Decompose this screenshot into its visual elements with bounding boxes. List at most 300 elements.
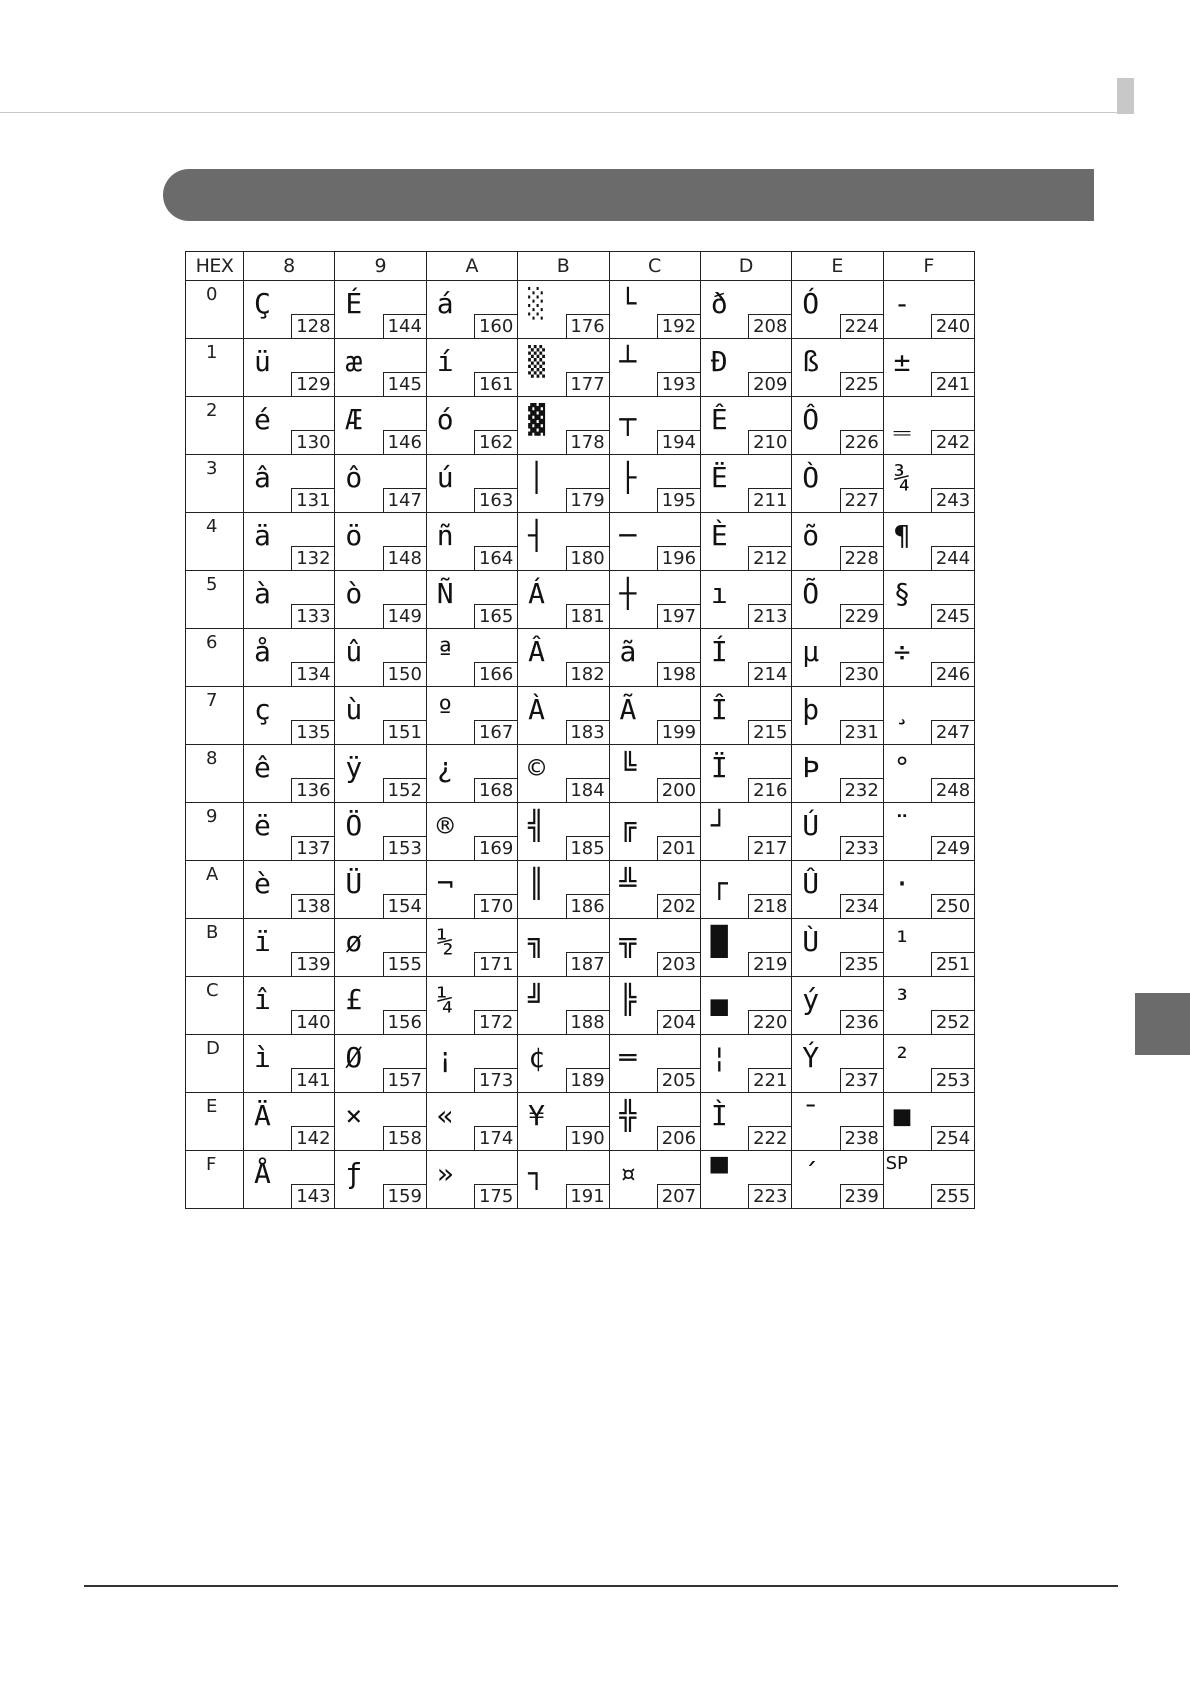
char-cell [609,455,700,513]
char-decimal-code: 172 [474,1010,517,1034]
char-decimal-code: 147 [383,488,426,512]
char-cell [792,397,883,455]
char-cell [335,977,426,1035]
char-cell [244,397,335,455]
char-cell [609,397,700,455]
char-cell [518,687,609,745]
char-glyph: ç [254,693,271,726]
row-hex-label: F [186,1151,244,1209]
char-decimal-code: 189 [566,1068,609,1092]
char-cell [335,745,426,803]
char-glyph: î [254,983,271,1016]
char-decimal-code: 242 [931,430,974,454]
char-cell [700,687,791,745]
char-glyph: ├ [619,461,637,494]
char-glyph: ¸ [893,693,911,726]
char-decimal-code: 167 [474,720,517,744]
char-glyph: ¥ [528,1099,545,1132]
char-glyph: ä [254,519,271,552]
char-glyph: È [710,519,728,552]
char-decimal-code: 168 [474,778,517,802]
char-glyph: á [436,287,454,320]
char-decimal-code: 134 [291,662,334,686]
char-decimal-code: 208 [748,314,791,338]
char-glyph: Î [710,693,728,726]
char-decimal-code: 223 [748,1184,791,1208]
char-cell [426,281,517,339]
char-decimal-code: 180 [566,546,609,570]
char-cell [700,339,791,397]
char-glyph: ┼ [619,577,637,610]
table-row [186,687,975,745]
char-glyph: Ê [710,403,728,436]
char-decimal-code: 254 [931,1126,974,1150]
char-glyph: Ö [345,809,363,842]
char-decimal-code: 143 [291,1184,334,1208]
char-decimal-code: 159 [383,1184,426,1208]
char-glyph: ¿ [436,751,454,784]
char-cell [883,571,974,629]
char-cell [792,513,883,571]
char-decimal-code: 151 [383,720,426,744]
char-decimal-code: 196 [657,546,700,570]
char-cell [792,977,883,1035]
char-decimal-code: 225 [840,372,883,396]
char-decimal-code: 156 [383,1010,426,1034]
char-cell [426,513,517,571]
table-row [186,339,975,397]
row-hex-label: 8 [186,745,244,803]
char-glyph: ¬ [436,867,454,900]
footer-rule [84,1585,1118,1587]
char-glyph: ┬ [619,403,637,436]
char-cell [792,919,883,977]
char-glyph: û [345,635,363,668]
char-cell [426,1035,517,1093]
char-glyph: » [436,1157,454,1190]
char-cell [883,687,974,745]
char-cell [792,803,883,861]
char-glyph: ° [893,751,911,784]
char-cell [426,861,517,919]
char-cell [609,687,700,745]
character-code-table [185,251,975,1209]
char-cell [518,803,609,861]
char-decimal-code: 201 [657,836,700,860]
char-glyph: ╣ [528,809,545,842]
char-decimal-code: 144 [383,314,426,338]
char-decimal-code: 176 [566,314,609,338]
char-cell [426,339,517,397]
char-decimal-code: 155 [383,952,426,976]
char-glyph: └ [619,287,637,320]
char-cell [518,919,609,977]
row-hex-label: 3 [186,455,244,513]
char-decimal-code: 160 [474,314,517,338]
char-cell [609,1151,700,1209]
char-glyph: ¯ [802,1099,820,1132]
char-glyph: ╔ [619,809,637,842]
char-cell [700,977,791,1035]
char-decimal-code: 191 [566,1184,609,1208]
char-decimal-code: 140 [291,1010,334,1034]
char-decimal-code: 212 [748,546,791,570]
char-glyph: ╝ [528,983,545,1016]
char-glyph: ┴ [619,345,637,378]
char-decimal-code: 251 [931,952,974,976]
char-glyph: ÿ [345,751,363,784]
char-cell [426,1093,517,1151]
char-decimal-code: 235 [840,952,883,976]
char-decimal-code: 192 [657,314,700,338]
char-decimal-code: 139 [291,952,334,976]
char-glyph: ò [345,577,363,610]
char-glyph: Å [254,1157,271,1190]
char-glyph: º [436,693,454,726]
char-cell [244,803,335,861]
char-glyph: ▓ [528,403,545,436]
char-glyph: ║ [528,867,545,900]
char-glyph: ë [254,809,271,842]
char-glyph: À [528,693,545,726]
char-cell [700,281,791,339]
table-row [186,397,975,455]
char-glyph: Ø [345,1041,363,1074]
char-cell [518,861,609,919]
char-cell [883,281,974,339]
char-decimal-code: 161 [474,372,517,396]
char-cell [518,1035,609,1093]
char-glyph: · [893,867,911,900]
char-decimal-code: 145 [383,372,426,396]
char-decimal-code: 217 [748,836,791,860]
char-cell [335,455,426,513]
char-glyph: ý [802,983,820,1016]
char-cell [883,397,974,455]
table-row [186,1151,975,1209]
char-decimal-code: 218 [748,894,791,918]
char-cell [792,629,883,687]
column-header: 8 [244,252,335,281]
char-glyph: Ç [254,287,271,320]
char-glyph: ┐ [528,1157,545,1190]
char-glyph: ì [254,1041,271,1074]
char-glyph: Ñ [436,577,454,610]
char-glyph: ┤ [528,519,545,552]
char-glyph: ú [436,461,454,494]
char-glyph: SP [885,1153,908,1174]
char-decimal-code: 142 [291,1126,334,1150]
char-cell [335,629,426,687]
char-cell [335,919,426,977]
char-glyph: × [345,1099,363,1132]
char-decimal-code: 227 [840,488,883,512]
char-cell [609,977,700,1035]
char-glyph: « [436,1099,454,1132]
char-cell [244,281,335,339]
char-decimal-code: 214 [748,662,791,686]
row-hex-label: 1 [186,339,244,397]
char-cell [335,803,426,861]
char-cell [609,629,700,687]
char-decimal-code: 216 [748,778,791,802]
row-hex-label: 7 [186,687,244,745]
char-glyph: ¡ [436,1041,454,1074]
char-decimal-code: 233 [840,836,883,860]
char-cell [244,687,335,745]
char-decimal-code: 148 [383,546,426,570]
char-glyph: ± [893,345,911,378]
table-row [186,977,975,1035]
char-glyph: ³ [893,983,911,1016]
char-decimal-code: 211 [748,488,791,512]
char-glyph: ® [436,809,454,842]
char-decimal-code: 247 [931,720,974,744]
char-glyph: ¹ [893,925,911,958]
column-header: C [609,252,700,281]
char-decimal-code: 165 [474,604,517,628]
char-glyph: ¤ [619,1157,637,1190]
char-cell [792,455,883,513]
char-glyph: Ï [710,751,728,784]
char-glyph: ¨ [893,809,911,842]
char-cell [792,1093,883,1151]
table-row [186,1035,975,1093]
char-cell [426,687,517,745]
char-cell [518,629,609,687]
char-decimal-code: 181 [566,604,609,628]
row-hex-label: E [186,1093,244,1151]
char-glyph: ╠ [619,983,637,1016]
char-glyph: Ó [802,287,820,320]
char-decimal-code: 246 [931,662,974,686]
char-glyph: ı [710,577,728,610]
char-cell [883,513,974,571]
char-glyph: - [893,287,911,320]
char-glyph: Đ [710,345,728,378]
char-cell [244,919,335,977]
char-glyph: É [345,287,363,320]
char-decimal-code: 150 [383,662,426,686]
char-glyph: Ã [619,693,637,726]
column-header: E [792,252,883,281]
char-cell [700,455,791,513]
char-cell [792,339,883,397]
char-glyph: Æ [345,403,363,436]
char-decimal-code: 238 [840,1126,883,1150]
char-decimal-code: 234 [840,894,883,918]
char-cell [244,455,335,513]
char-cell [792,1151,883,1209]
char-decimal-code: 203 [657,952,700,976]
char-cell [700,919,791,977]
row-hex-label: A [186,861,244,919]
char-decimal-code: 200 [657,778,700,802]
char-glyph: ß [802,345,820,378]
char-glyph: ¢ [528,1041,545,1074]
row-hex-label: D [186,1035,244,1093]
char-glyph: Í [710,635,728,668]
char-glyph: å [254,635,271,668]
char-glyph: Õ [802,577,820,610]
char-decimal-code: 154 [383,894,426,918]
char-cell [883,339,974,397]
char-decimal-code: 179 [566,488,609,512]
char-decimal-code: 185 [566,836,609,860]
char-decimal-code: 236 [840,1010,883,1034]
char-cell [883,803,974,861]
char-decimal-code: 130 [291,430,334,454]
char-cell [792,861,883,919]
char-cell [244,1093,335,1151]
char-decimal-code: 249 [931,836,974,860]
char-decimal-code: 190 [566,1126,609,1150]
char-cell [426,745,517,803]
char-glyph: ▒ [528,345,545,378]
char-decimal-code: 222 [748,1126,791,1150]
char-glyph: │ [528,461,545,494]
char-decimal-code: 240 [931,314,974,338]
char-glyph: ┘ [710,809,728,842]
char-cell [244,629,335,687]
char-decimal-code: 131 [291,488,334,512]
char-cell [792,571,883,629]
char-decimal-code: 248 [931,778,974,802]
char-decimal-code: 197 [657,604,700,628]
char-glyph: ã [619,635,637,668]
char-decimal-code: 231 [840,720,883,744]
char-glyph: ï [254,925,271,958]
char-glyph: ´ [802,1157,820,1190]
char-cell [518,397,609,455]
header-rule [0,112,1130,113]
char-cell [883,745,974,803]
char-glyph: © [528,751,545,784]
row-hex-label: 0 [186,281,244,339]
column-header: D [700,252,791,281]
char-decimal-code: 164 [474,546,517,570]
char-decimal-code: 244 [931,546,974,570]
char-cell [700,745,791,803]
chapter-side-tab [1135,993,1190,1055]
char-decimal-code: 228 [840,546,883,570]
char-glyph: ² [893,1041,911,1074]
column-header: 9 [335,252,426,281]
char-glyph: █ [710,925,728,958]
char-glyph: þ [802,693,820,726]
char-glyph: ê [254,751,271,784]
char-decimal-code: 171 [474,952,517,976]
char-cell [883,919,974,977]
char-decimal-code: 170 [474,894,517,918]
char-decimal-code: 195 [657,488,700,512]
char-decimal-code: 226 [840,430,883,454]
char-cell [244,977,335,1035]
char-glyph: ü [254,345,271,378]
char-cell [335,513,426,571]
char-decimal-code: 205 [657,1068,700,1092]
char-cell [883,861,974,919]
char-cell [883,629,974,687]
char-decimal-code: 183 [566,720,609,744]
char-cell [426,977,517,1035]
column-header: B [518,252,609,281]
char-decimal-code: 239 [840,1184,883,1208]
char-decimal-code: 138 [291,894,334,918]
char-cell [700,629,791,687]
char-cell [609,513,700,571]
char-decimal-code: 206 [657,1126,700,1150]
char-cell [792,745,883,803]
char-decimal-code: 128 [291,314,334,338]
char-glyph: ö [345,519,363,552]
char-decimal-code: 230 [840,662,883,686]
char-cell [518,745,609,803]
char-glyph: ╗ [528,925,545,958]
char-decimal-code: 245 [931,604,974,628]
char-glyph: § [893,577,911,610]
char-decimal-code: 250 [931,894,974,918]
char-decimal-code: 198 [657,662,700,686]
char-decimal-code: 133 [291,604,334,628]
char-cell [518,513,609,571]
char-decimal-code: 173 [474,1068,517,1092]
char-cell [518,339,609,397]
table-row [186,455,975,513]
char-decimal-code: 146 [383,430,426,454]
char-cell [335,687,426,745]
char-cell [244,1151,335,1209]
char-cell [335,339,426,397]
char-decimal-code: 224 [840,314,883,338]
char-decimal-code: 210 [748,430,791,454]
char-cell [426,571,517,629]
row-hex-label: 4 [186,513,244,571]
char-glyph: ð [710,287,728,320]
row-hex-label: B [186,919,244,977]
char-cell [700,513,791,571]
char-glyph: ø [345,925,363,958]
char-cell [518,1151,609,1209]
row-hex-label: C [186,977,244,1035]
char-decimal-code: 209 [748,372,791,396]
char-decimal-code: 182 [566,662,609,686]
char-glyph: Ü [345,867,363,900]
char-glyph: é [254,403,271,436]
char-glyph: Ù [802,925,820,958]
char-glyph: Ä [254,1099,271,1132]
char-decimal-code: 202 [657,894,700,918]
char-glyph: ╩ [619,867,637,900]
char-glyph: í [436,345,454,378]
char-glyph: ▀ [710,1157,728,1190]
char-cell [426,1151,517,1209]
char-glyph: Ý [802,1041,820,1074]
char-decimal-code: 158 [383,1126,426,1150]
char-glyph: ¾ [893,461,911,494]
char-decimal-code: 213 [748,604,791,628]
char-cell [335,281,426,339]
char-decimal-code: 188 [566,1010,609,1034]
header-tab-marker [1117,78,1134,114]
char-decimal-code: 152 [383,778,426,802]
char-cell [792,1035,883,1093]
char-decimal-code: 253 [931,1068,974,1092]
char-decimal-code: 135 [291,720,334,744]
char-decimal-code: 178 [566,430,609,454]
char-decimal-code: 174 [474,1126,517,1150]
char-cell [426,455,517,513]
